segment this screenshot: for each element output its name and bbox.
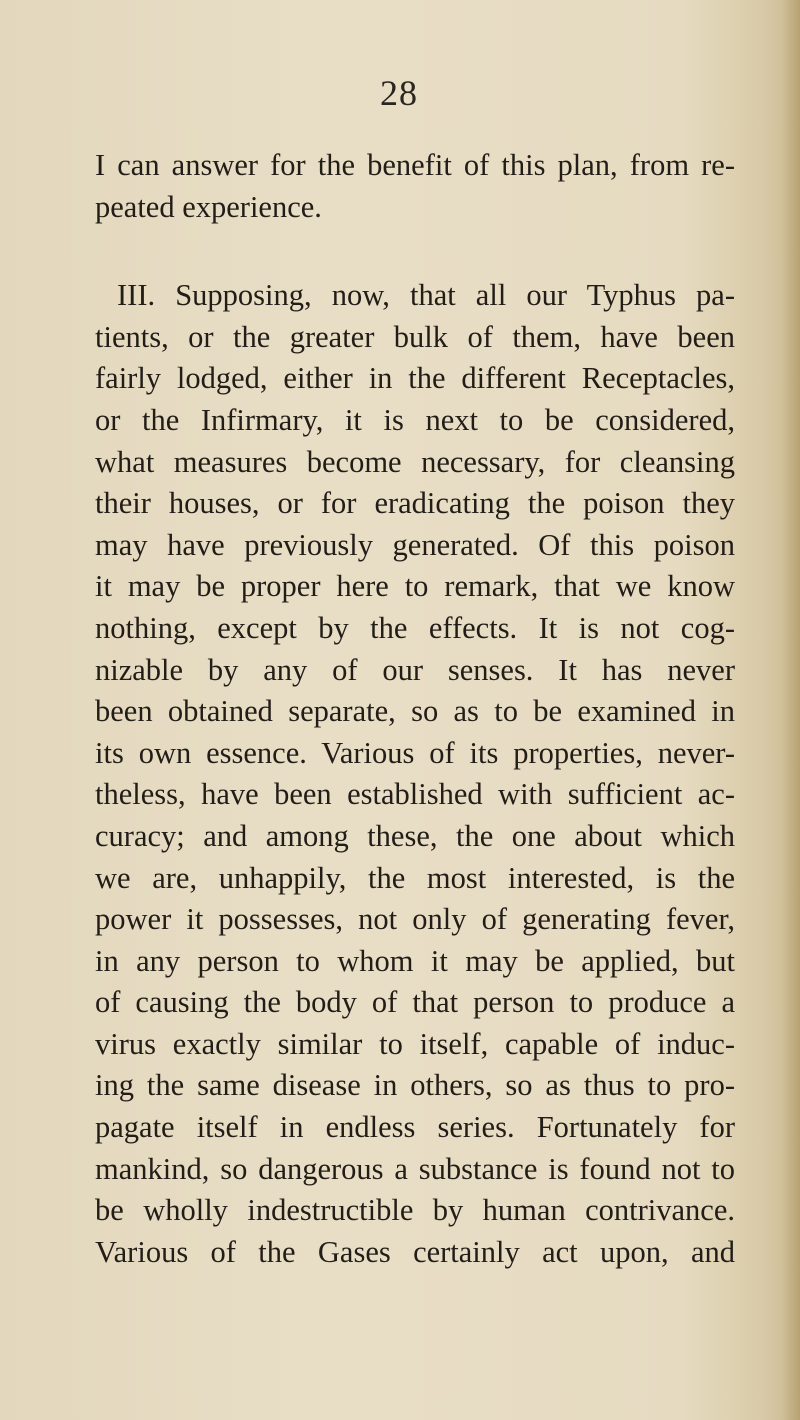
paragraph-2 [95, 275, 735, 1273]
text-line: virus exactly similar to itself, capable of induc- [95, 1026, 735, 1061]
text-line: it may be proper here to remark, that we know [95, 569, 735, 604]
page-number: 28 [380, 73, 418, 113]
text-line: or the Infirmary, it is next to be considered, [95, 402, 735, 437]
text-line: III. Supposing, now, that all our Typhus pa- [117, 278, 735, 313]
text-line: ing the same disease in others, so as thus to pro- [95, 1068, 735, 1103]
text-line: in any person to whom it may be applied, but [95, 943, 735, 978]
text-line: we are, unhappily, the most interested, is the [95, 860, 735, 895]
text-line: nizable by any of our senses. It has never [95, 652, 735, 687]
body-text [95, 145, 735, 1273]
text-line: be wholly indestructible by human contrivance. [95, 1193, 735, 1228]
text-line: peated experience. [95, 189, 322, 224]
text-line: tients, or the greater bulk of them, have been [95, 319, 735, 354]
text-line: mankind, so dangerous a substance is found not to [95, 1151, 735, 1186]
text-line: been obtained separate, so as to be examined in [95, 694, 735, 729]
paragraph-1 [95, 145, 735, 228]
text-line: theless, have been established with sufficient ac- [95, 777, 735, 812]
text-line: power it possesses, not only of generating fever, [95, 902, 735, 937]
text-line: pagate itself in endless series. Fortunately for [95, 1110, 735, 1145]
text-line: its own essence. Various of its properties, never- [95, 735, 735, 770]
text-line: of causing the body of that person to produce a [95, 985, 735, 1020]
page-edge-shadow [782, 0, 800, 1420]
text-line: their houses, or for eradicating the poison they [95, 486, 735, 521]
text-line: Various of the Gases certainly act upon, and [95, 1234, 735, 1269]
text-line: fairly lodged, either in the different Receptacles, [95, 361, 735, 396]
text-line: nothing, except by the effects. It is not cog- [95, 610, 735, 645]
text-line: what measures become necessary, for cleansing [95, 444, 735, 479]
text-line: may have previously generated. Of this poison [95, 527, 735, 562]
text-line: I can answer for the benefit of this plan, from re- [95, 148, 735, 182]
text-line: curacy; and among these, the one about which [95, 818, 735, 853]
